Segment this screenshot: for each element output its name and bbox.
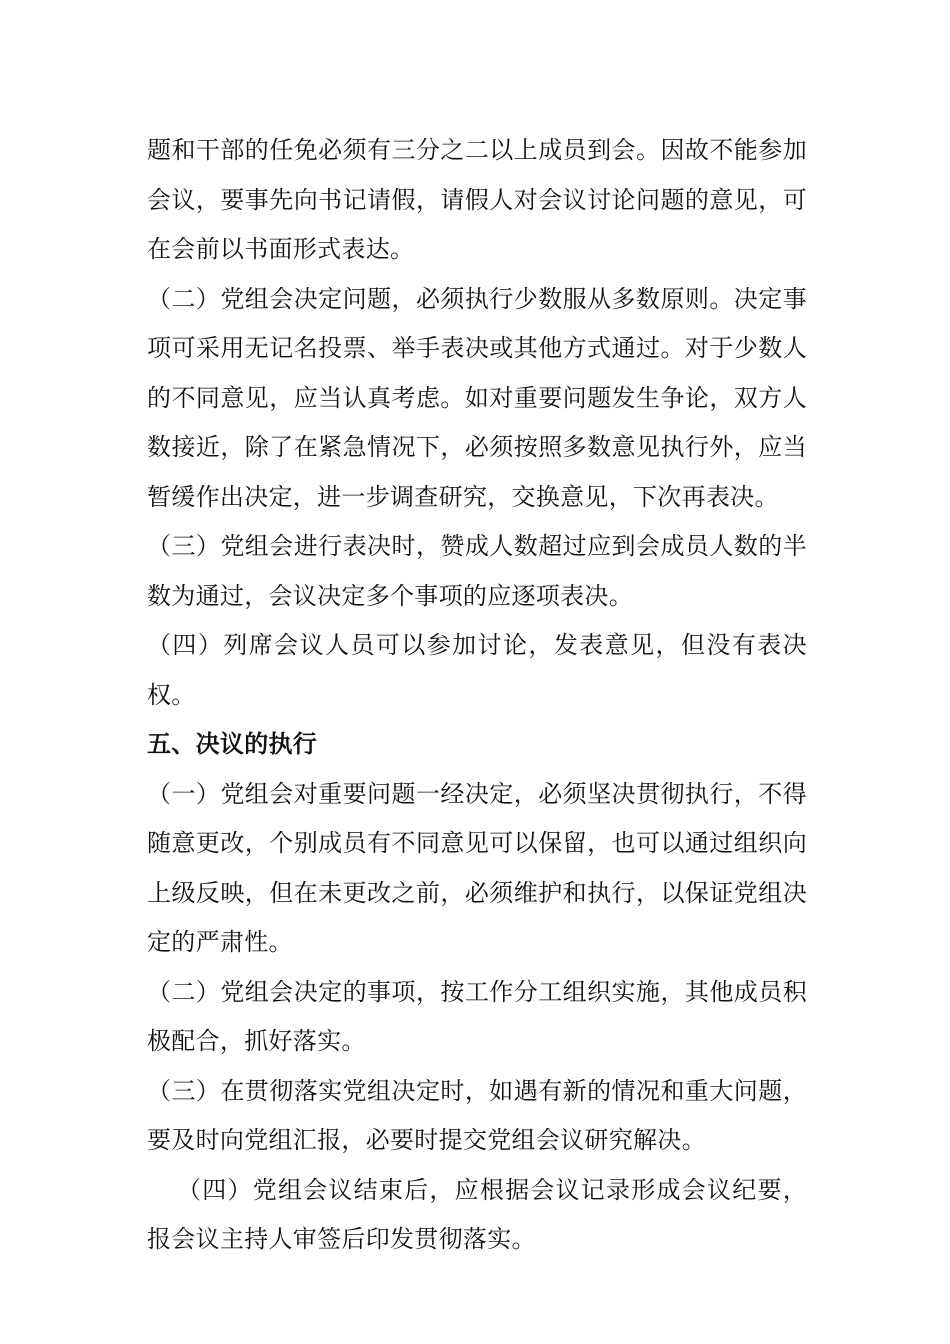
- paragraph-implementation: （二）党组会决定的事项，按工作分工组织实施，其他成员积极配合，抓好落实。: [147, 977, 807, 1055]
- paragraph-majority-rule: （二）党组会决定问题，必须执行少数服从多数原则。决定事项可采用无记名投票、举手表决或其他方式通过。对于少数人的不同意见，应当认真考虑。如对重要问题发生争论，双方人数接近，除了在紧急情况下，必须按照多数意见执行外，应当暂缓作出决定，进一步调查研究，交换意见，下次再表决。: [147, 284, 807, 511]
- paragraph-observers: （四）列席会议人员可以参加讨论，发表意见，但没有表决权。: [147, 631, 807, 709]
- paragraph-reporting: （三）在贯彻落实党组决定时，如遇有新的情况和重大问题，要及时向党组汇报，必要时提交党组会议研究解决。: [147, 1076, 807, 1154]
- paragraph-execution-firmness: （一）党组会对重要问题一经决定，必须坚决贯彻执行，不得随意更改，个别成员有不同意见可以保留，也可以通过组织向上级反映，但在未更改之前，必须维护和执行，以保证党组决定的严肃性。: [147, 779, 807, 956]
- paragraph-voting-threshold: （三）党组会进行表决时，赞成人数超过应到会成员人数的半数为通过，会议决定多个事项的应逐项表决。: [147, 532, 807, 610]
- document-body: [147, 126, 807, 1265]
- paragraph-meeting-minutes: （四）党组会议结束后，应根据会议记录形成会议纪要，报会议主持人审签后印发贯彻落实。: [147, 1175, 807, 1253]
- section-heading-resolution-execution: 五、决议的执行: [147, 730, 318, 758]
- paragraph-quorum-continuation: 题和干部的任免必须有三分之二以上成员到会。因故不能参加会议，要事先向书记请假，请假人对会议讨论问题的意见，可在会前以书面形式表达。: [147, 136, 807, 263]
